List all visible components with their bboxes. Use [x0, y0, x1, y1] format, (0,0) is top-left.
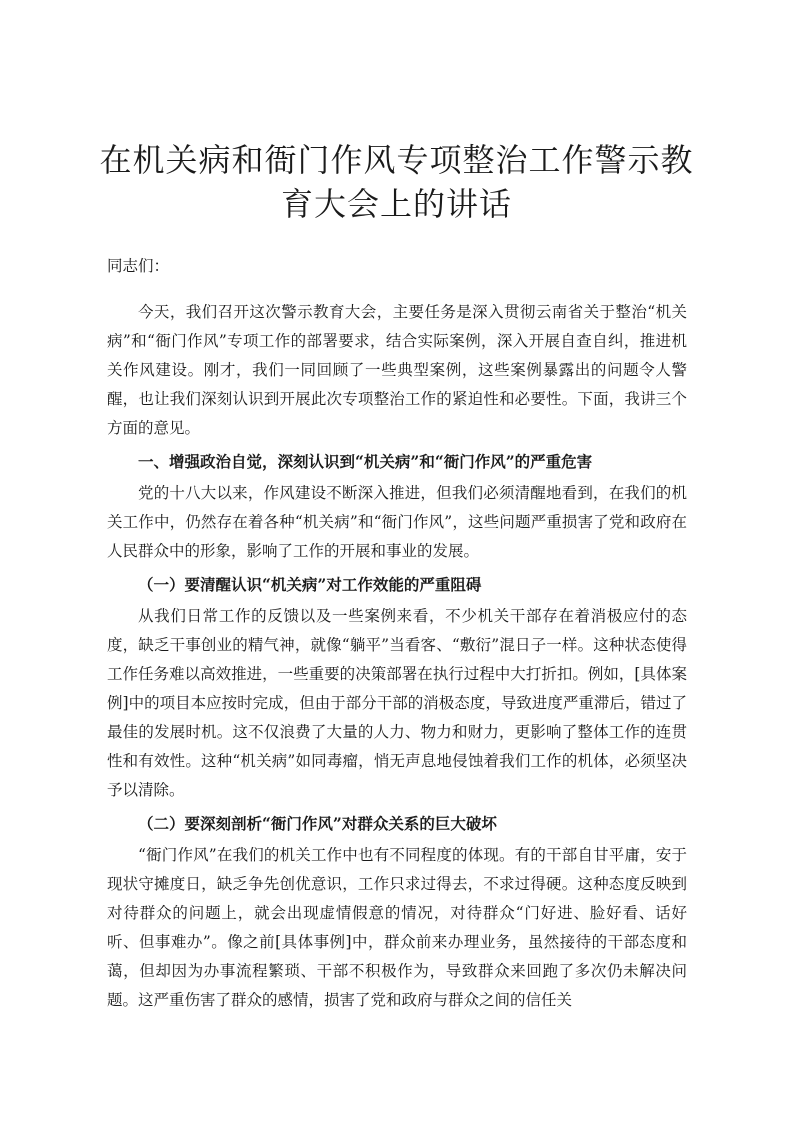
intro-paragraph: 今天，我们召开这次警示教育大会，主要任务是深入贯彻云南省关于整治“机关病”和“衙门作风”专项工作的部署要求，结合实际案例，深入开展自查自纠，推进机关作风建设。刚才，我们一同回顾了一些典型案例，这些案例暴露出的问题令人警醒，也让我们深刻认识到开展此次专项整治工作的紧迫性和必要性。下面，我讲三个方面的意见。	[107, 303, 687, 437]
subsection-1-paragraph: 从我们日常工作的反馈以及一些案例来看，不少机关干部存在着消极应付的态度，缺乏干事创业的精气神，就像“躺平”当看客、“敷衍”混日子一样。这种状态使得工作任务难以高效推进，一些重要的决策部署在执行过程中大打折扣。例如，[具体案例]中的项目本应按时完成，但由于部分干部的消极态度，导致进度严重滞后，错过了最佳的发展时机。这不仅浪费了大量的人力、物力和财力，更影响了整体工作的连贯性和有效性。这种“机关病”如同毒瘤，悄无声息地侵蚀着我们工作的机体，必须坚决予以清除。	[107, 607, 687, 799]
subsection-2-paragraph: “衙门作风”在我们的机关工作中也有不同程度的体现。有的干部自甘平庸，安于现状守摊度日，缺乏争先创优意识，工作只求过得去，不求过得硬。这种态度反映到对待群众的问题上，就会出现虚情假意的情况，对待群众“门好进、脸好看、话好听、但事难办”。像之前[具体事例]中，群众前来办理业务，虽然接待的干部态度和蔼，但却因为办事流程繁琐、干部不积极作为，导致群众来回跑了多次仍未解决问题。这严重伤害了群众的感情，损害了党和政府与群众之间的信任关	[107, 846, 687, 1009]
subsection-1-heading: （一）要清醒认识“机关病”对工作效能的严重阻碍	[138, 575, 482, 594]
subsection-2-heading: （二）要深刻剖析“衙门作风”对群众关系的巨大破坏	[138, 814, 497, 833]
section-1-paragraph: 党的十八大以来，作风建设不断深入推进，但我们必须清醒地看到，在我们的机关工作中，仍然存在着各种“机关病”和“衙门作风”，这些问题严重损害了党和政府在人民群众中的形象，影响了工作的开展和事业的发展。	[107, 484, 687, 560]
document-title: 在机关病和衙门作风专项整治工作警示教育大会上的讲话	[99, 141, 694, 223]
document-body	[107, 252, 687, 1015]
section-1-heading: 一、增强政治自觉，深刻认识到“机关病”和“衙门作风”的严重危害	[138, 452, 593, 471]
greeting: 同志们：	[107, 257, 170, 275]
